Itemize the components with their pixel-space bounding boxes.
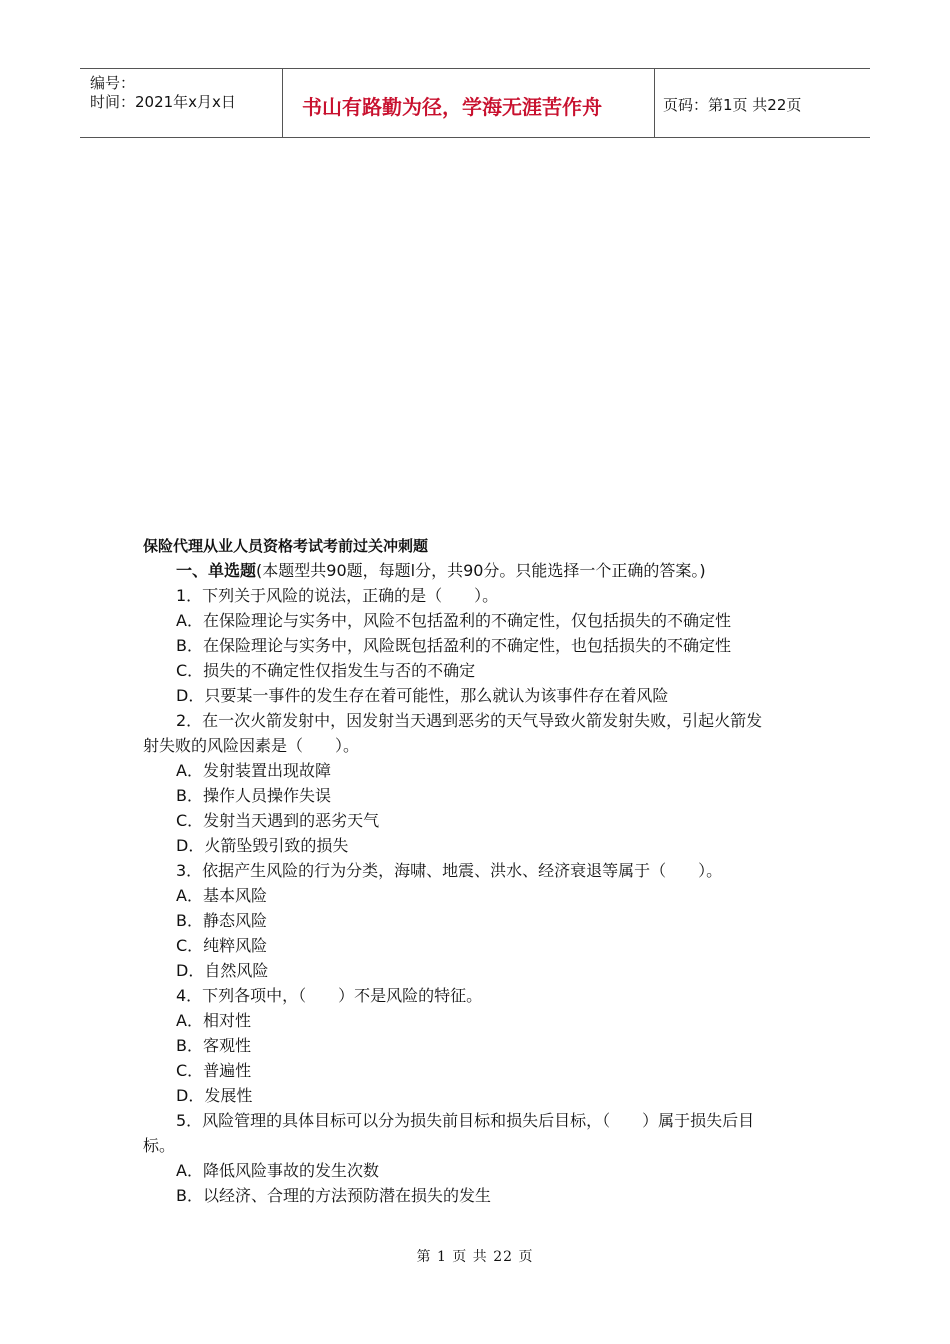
option-line: B．静态风险 — [176, 911, 267, 930]
number-label: 编号： — [90, 74, 136, 92]
option-line: B．以经济、合理的方法预防潜在损失的发生 — [176, 1186, 491, 1205]
section-note: (本题型共90题，每题l分，共90分。只能选择一个正确的答案。) — [256, 561, 706, 580]
option-line: A．基本风险 — [176, 886, 267, 905]
question-line: 5．风险管理的具体目标可以分为损失前目标和损失后目标，（ ）属于损失后目 — [176, 1111, 755, 1130]
question-line: 2．在一次火箭发射中，因发射当天遇到恶劣的天气导致火箭发射失败，引起火箭发 — [176, 711, 763, 730]
option-line: A．相对性 — [176, 1011, 251, 1030]
option-line: D．只要某一事件的发生存在着可能性，那么就认为该事件存在着风险 — [176, 686, 669, 705]
question-line: 4．下列各项中，（ ）不是风险的特征。 — [176, 986, 483, 1005]
option-line: C．发射当天遇到的恶劣天气 — [176, 811, 380, 830]
question-line: 3．依据产生风险的行为分类，海啸、地震、洪水、经济衰退等属于（ ）。 — [176, 861, 723, 880]
section-heading-line — [176, 559, 706, 583]
page-footer: 第 1 页 共 22 页 — [416, 1249, 534, 1265]
option-line: B．客观性 — [176, 1036, 251, 1055]
option-line: A．发射装置出现故障 — [176, 761, 331, 780]
header-meta-cell — [80, 69, 283, 137]
header-page-info: 页码：第1页 共22页 — [663, 96, 802, 114]
document-title: 保险代理从业人员资格考试考前过关冲刺题 — [143, 537, 429, 555]
option-line: C．损失的不确定性仅指发生与否的不确定 — [176, 661, 476, 680]
option-line: D．火箭坠毁引致的损失 — [176, 836, 349, 855]
header-motto-cell — [282, 69, 655, 137]
page-header — [80, 68, 870, 138]
motto: 书山有路勤为径，学海无涯苦作舟 — [302, 95, 602, 119]
option-line: B．操作人员操作失误 — [176, 786, 331, 805]
section-heading: 一、单选题 — [176, 561, 257, 580]
option-line: B．在保险理论与实务中，风险既包括盈利的不确定性，也包括损失的不确定性 — [176, 636, 731, 655]
option-line: C．纯粹风险 — [176, 936, 268, 955]
header-page-cell — [655, 69, 870, 137]
time-label: 时间：2021年x月x日 — [90, 93, 236, 111]
option-line: A．在保险理论与实务中，风险不包括盈利的不确定性，仅包括损失的不确定性 — [176, 611, 731, 630]
question-line: 1．下列关于风险的说法，正确的是（ ）。 — [176, 586, 499, 605]
option-line: D．发展性 — [176, 1086, 253, 1105]
question-line-continued: 标。 — [143, 1136, 176, 1155]
option-line: C．普遍性 — [176, 1061, 252, 1080]
option-line: D．自然风险 — [176, 961, 269, 980]
option-line: A．降低风险事故的发生次数 — [176, 1161, 379, 1180]
question-line-continued: 射失败的风险因素是（ ）。 — [143, 736, 360, 755]
